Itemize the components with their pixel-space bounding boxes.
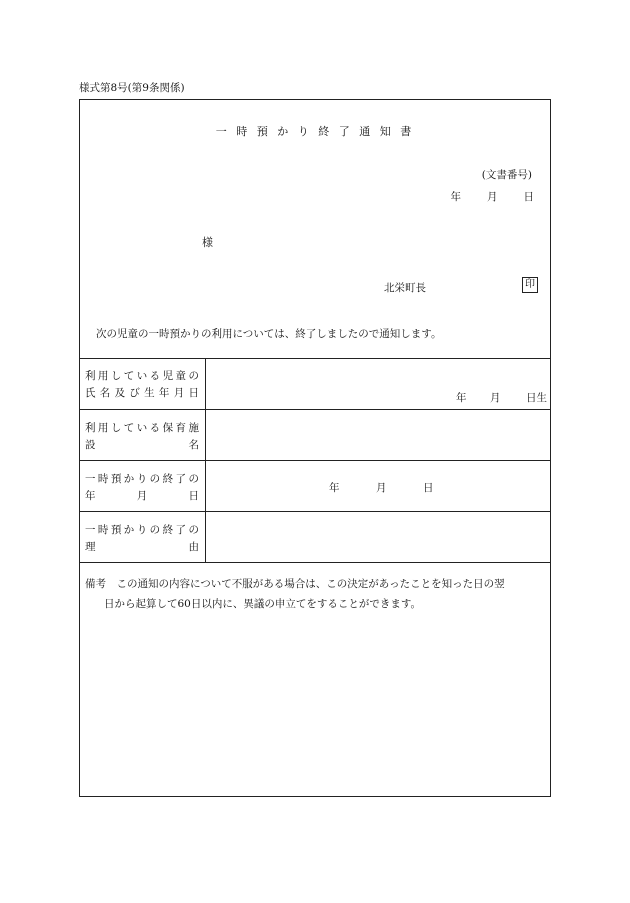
table-row-facility: [80, 410, 550, 461]
table-row-reason: [80, 512, 550, 563]
remarks-line2: 日から起算して60日以内に、異議の申立てをすることができます。: [104, 598, 422, 610]
issue-date-day: 日: [523, 191, 534, 203]
end-date-label-2a: 年: [85, 490, 96, 502]
end-day: 日: [423, 482, 434, 494]
issuer-name: 北栄町長: [384, 282, 426, 294]
table-row-child: [80, 359, 550, 410]
seal-mark: 印: [522, 277, 538, 293]
end-year: 年: [329, 482, 340, 494]
end-date-label-line2: [85, 488, 199, 503]
reason-label-2a: 理: [85, 541, 96, 553]
remarks-line1: 備考 この通知の内容について不服がある場合は、この決定があったことを知った日の翌: [85, 578, 505, 590]
notice-form-frame: [79, 99, 551, 797]
child-birth-year: 年: [456, 392, 467, 404]
end-date-label-line1: 一時預かりの終了の: [85, 473, 199, 485]
addressee-suffix: 様: [202, 236, 213, 249]
end-month: 月: [376, 482, 387, 494]
child-birth-day: 日生: [526, 392, 547, 404]
child-label-cell: [80, 359, 206, 409]
child-label-line1: 利用している児童の: [85, 370, 199, 382]
issue-date: [451, 189, 535, 204]
issue-date-month: 月: [487, 191, 498, 203]
reason-label-line1: 一時預かりの終了の: [85, 524, 199, 536]
document-title: 一 時 預 か り 終 了 通 知 書: [215, 125, 415, 138]
form-number-label: 様式第8号(第9条関係): [79, 82, 185, 94]
details-table: [80, 358, 550, 563]
notice-text: 次の児童の一時預かりの利用については、終了しましたので通知します。: [96, 328, 442, 340]
facility-label-line2: [85, 437, 199, 452]
remarks: [85, 574, 547, 614]
document-number: (文書番号): [481, 169, 532, 181]
table-row-end-date: [80, 461, 550, 512]
reason-label-2b: 由: [188, 541, 199, 553]
end-date-label-2b: 月: [136, 490, 148, 502]
facility-label-cell: [80, 410, 206, 460]
reason-label-line2: [85, 539, 199, 554]
facility-label-2b: 名: [188, 439, 199, 451]
facility-label-2a: 設: [85, 439, 96, 451]
reason-label-cell: [80, 512, 206, 562]
child-birth-month: 月: [490, 392, 501, 404]
end-date-label-2c: 日: [188, 490, 199, 502]
issue-date-year: 年: [450, 191, 461, 203]
facility-label-line1: 利用している保育施: [85, 422, 199, 434]
end-date-label-cell: [80, 461, 206, 511]
child-label-line2: 氏名及び生年月日: [85, 387, 199, 399]
